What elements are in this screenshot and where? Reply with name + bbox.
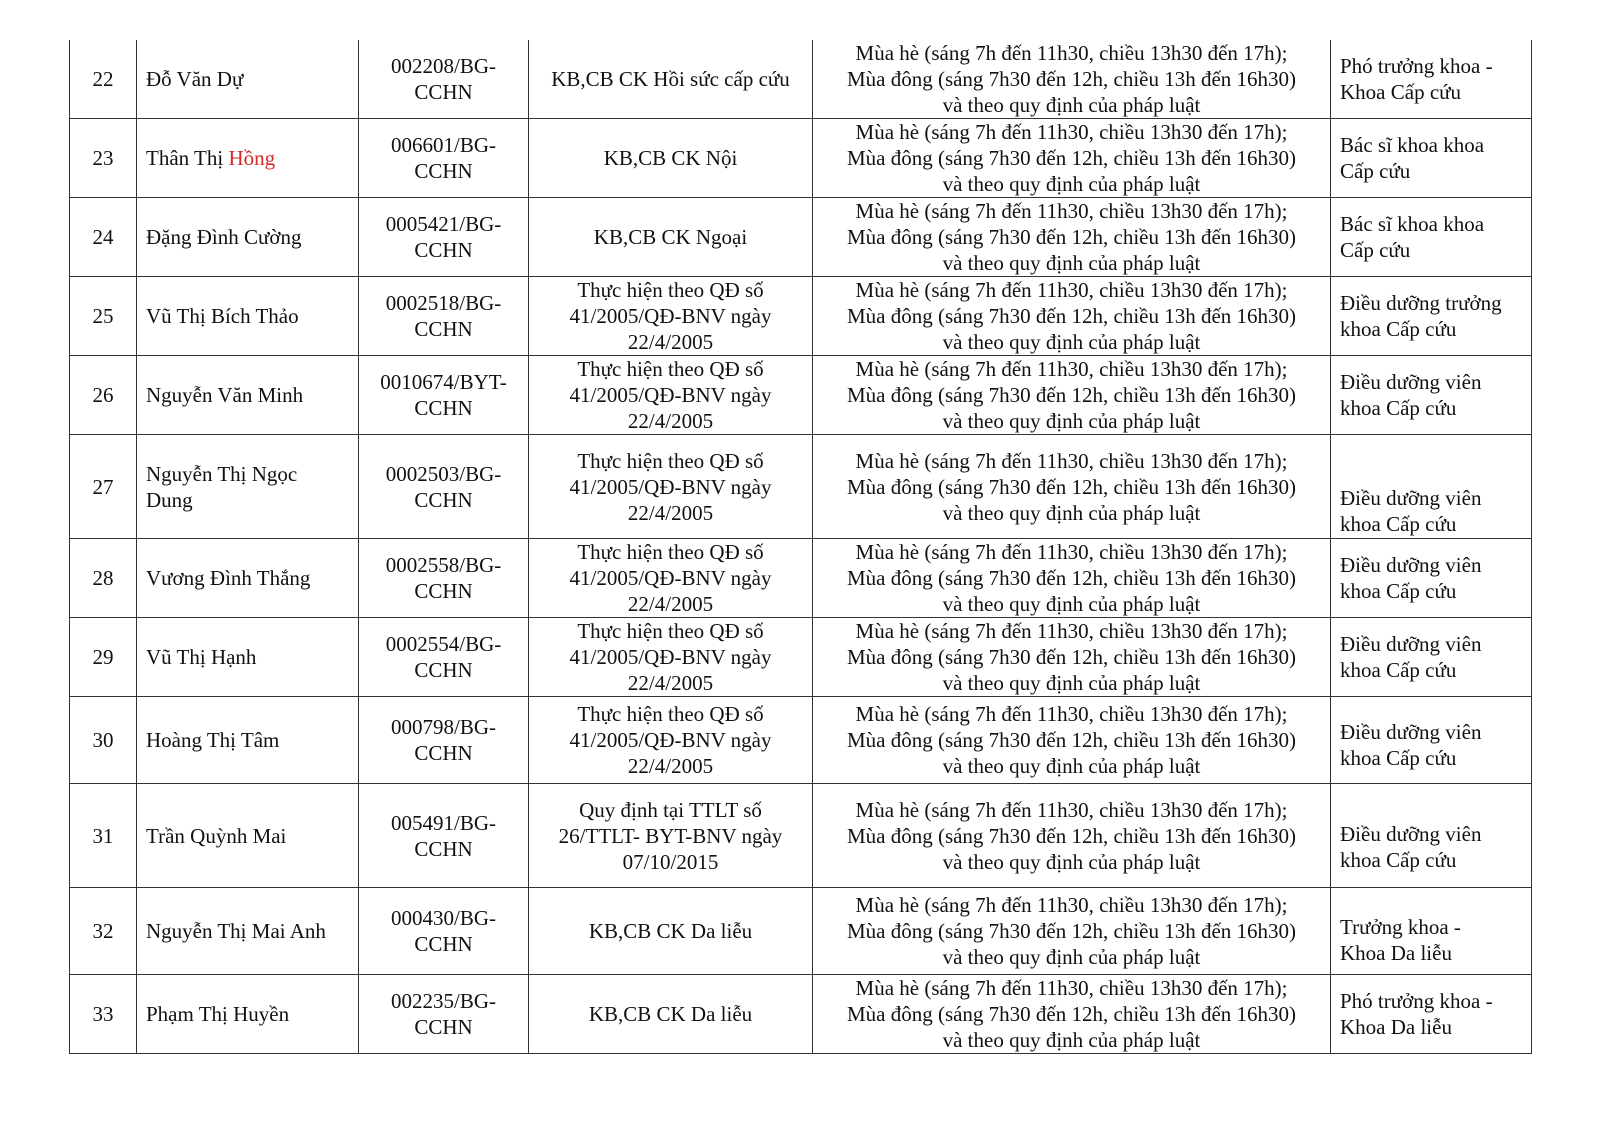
highlighted-name: Hồng [228, 146, 276, 170]
position: Điều dưỡng viên khoa Cấp cứu [1331, 697, 1532, 784]
row-number: 28 [70, 539, 137, 618]
practice-scope: Thực hiện theo QĐ số 41/2005/QĐ-BNV ngày 22/4/2005 [529, 618, 813, 697]
staff-name: Thân Thị Hồng [137, 119, 359, 198]
practice-scope: Quy định tại TTLT số 26/TTLT- BYT-BNV ngày 07/10/2015 [529, 784, 813, 888]
position: Điều dưỡng trưởng khoa Cấp cứu [1331, 277, 1532, 356]
practice-scope: Thực hiện theo QĐ số 41/2005/QĐ-BNV ngày 22/4/2005 [529, 697, 813, 784]
table-row [70, 618, 1532, 697]
table-row [70, 40, 1532, 119]
license-number: 0002554/BG- CCHN [359, 618, 529, 697]
working-hours: Mùa hè (sáng 7h đến 11h30, chiều 13h30 đến 17h); Mùa đông (sáng 7h30 đến 12h, chiều 13h đến 16h30) và theo quy định của pháp luật [813, 539, 1331, 618]
row-number: 23 [70, 119, 137, 198]
staff-name: Vương Đình Thắng [137, 539, 359, 618]
table-row [70, 539, 1532, 618]
working-hours: Mùa hè (sáng 7h đến 11h30, chiều 13h30 đến 17h); Mùa đông (sáng 7h30 đến 12h, chiều 13h đến 16h30) và theo quy định của pháp luật [813, 356, 1331, 435]
position: Bác sĩ khoa khoa Cấp cứu [1331, 119, 1532, 198]
staff-name: Vũ Thị Bích Thảo [137, 277, 359, 356]
license-number: 002208/BG- CCHN [359, 40, 529, 119]
position: Điều dưỡng viên khoa Cấp cứu [1331, 435, 1532, 539]
staff-name: Trần Quỳnh Mai [137, 784, 359, 888]
working-hours: Mùa hè (sáng 7h đến 11h30, chiều 13h30 đến 17h); Mùa đông (sáng 7h30 đến 12h, chiều 13h đến 16h30) và theo quy định của pháp luật [813, 40, 1331, 119]
practice-scope: KB,CB CK Nội [529, 119, 813, 198]
table-row [70, 975, 1532, 1054]
practice-scope: KB,CB CK Ngoại [529, 198, 813, 277]
working-hours: Mùa hè (sáng 7h đến 11h30, chiều 13h30 đến 17h); Mùa đông (sáng 7h30 đến 12h, chiều 13h đến 16h30) và theo quy định của pháp luật [813, 784, 1331, 888]
working-hours: Mùa hè (sáng 7h đến 11h30, chiều 13h30 đến 17h); Mùa đông (sáng 7h30 đến 12h, chiều 13h đến 16h30) và theo quy định của pháp luật [813, 119, 1331, 198]
practice-scope: Thực hiện theo QĐ số 41/2005/QĐ-BNV ngày 22/4/2005 [529, 277, 813, 356]
row-number: 29 [70, 618, 137, 697]
position: Điều dưỡng viên khoa Cấp cứu [1331, 618, 1532, 697]
row-number: 33 [70, 975, 137, 1054]
working-hours: Mùa hè (sáng 7h đến 11h30, chiều 13h30 đến 17h); Mùa đông (sáng 7h30 đến 12h, chiều 13h đến 16h30) và theo quy định của pháp luật [813, 277, 1331, 356]
staff-name: Nguyễn Thị Mai Anh [137, 888, 359, 975]
license-number: 0005421/BG- CCHN [359, 198, 529, 277]
position: Điều dưỡng viên khoa Cấp cứu [1331, 784, 1532, 888]
practice-scope: Thực hiện theo QĐ số 41/2005/QĐ-BNV ngày 22/4/2005 [529, 356, 813, 435]
license-number: 002235/BG- CCHN [359, 975, 529, 1054]
row-number: 22 [70, 40, 137, 119]
practice-scope: KB,CB CK Hồi sức cấp cứu [529, 40, 813, 119]
row-number: 24 [70, 198, 137, 277]
staff-name: Nguyễn Thị Ngọc Dung [137, 435, 359, 539]
license-number: 0002503/BG- CCHN [359, 435, 529, 539]
position: Bác sĩ khoa khoa Cấp cứu [1331, 198, 1532, 277]
working-hours: Mùa hè (sáng 7h đến 11h30, chiều 13h30 đến 17h); Mùa đông (sáng 7h30 đến 12h, chiều 13h đến 16h30) và theo quy định của pháp luật [813, 198, 1331, 277]
working-hours: Mùa hè (sáng 7h đến 11h30, chiều 13h30 đến 17h); Mùa đông (sáng 7h30 đến 12h, chiều 13h đến 16h30) và theo quy định của pháp luật [813, 618, 1331, 697]
working-hours: Mùa hè (sáng 7h đến 11h30, chiều 13h30 đến 17h); Mùa đông (sáng 7h30 đến 12h, chiều 13h đến 16h30) và theo quy định của pháp luật [813, 435, 1331, 539]
staff-name: Đặng Đình Cường [137, 198, 359, 277]
staff-name: Nguyễn Văn Minh [137, 356, 359, 435]
staff-table [69, 40, 1532, 1054]
license-number: 000430/BG- CCHN [359, 888, 529, 975]
row-number: 26 [70, 356, 137, 435]
working-hours: Mùa hè (sáng 7h đến 11h30, chiều 13h30 đến 17h); Mùa đông (sáng 7h30 đến 12h, chiều 13h đến 16h30) và theo quy định của pháp luật [813, 888, 1331, 975]
practice-scope: Thực hiện theo QĐ số 41/2005/QĐ-BNV ngày 22/4/2005 [529, 539, 813, 618]
position: Phó trưởng khoa - Khoa Da liễu [1331, 975, 1532, 1054]
position: Phó trưởng khoa - Khoa Cấp cứu [1331, 40, 1532, 119]
position: Trưởng khoa - Khoa Da liễu [1331, 888, 1532, 975]
position: Điều dưỡng viên khoa Cấp cứu [1331, 356, 1532, 435]
row-number: 31 [70, 784, 137, 888]
table-row [70, 435, 1532, 539]
table-row [70, 784, 1532, 888]
table-row [70, 356, 1532, 435]
practice-scope: Thực hiện theo QĐ số 41/2005/QĐ-BNV ngày 22/4/2005 [529, 435, 813, 539]
table-row [70, 697, 1532, 784]
table-row [70, 119, 1532, 198]
staff-name: Phạm Thị Huyền [137, 975, 359, 1054]
working-hours: Mùa hè (sáng 7h đến 11h30, chiều 13h30 đến 17h); Mùa đông (sáng 7h30 đến 12h, chiều 13h đến 16h30) và theo quy định của pháp luật [813, 697, 1331, 784]
staff-name: Vũ Thị Hạnh [137, 618, 359, 697]
table-row [70, 198, 1532, 277]
license-number: 0002518/BG- CCHN [359, 277, 529, 356]
license-number: 006601/BG- CCHN [359, 119, 529, 198]
license-number: 0002558/BG- CCHN [359, 539, 529, 618]
license-number: 000798/BG- CCHN [359, 697, 529, 784]
table-row [70, 277, 1532, 356]
row-number: 25 [70, 277, 137, 356]
staff-name: Hoàng Thị Tâm [137, 697, 359, 784]
license-number: 0010674/BYT- CCHN [359, 356, 529, 435]
staff-name: Đỗ Văn Dự [137, 40, 359, 119]
row-number: 27 [70, 435, 137, 539]
license-number: 005491/BG- CCHN [359, 784, 529, 888]
row-number: 32 [70, 888, 137, 975]
position: Điều dưỡng viên khoa Cấp cứu [1331, 539, 1532, 618]
practice-scope: KB,CB CK Da liễu [529, 888, 813, 975]
row-number: 30 [70, 697, 137, 784]
working-hours: Mùa hè (sáng 7h đến 11h30, chiều 13h30 đến 17h); Mùa đông (sáng 7h30 đến 12h, chiều 13h đến 16h30) và theo quy định của pháp luật [813, 975, 1331, 1054]
practice-scope: KB,CB CK Da liễu [529, 975, 813, 1054]
table-row [70, 888, 1532, 975]
